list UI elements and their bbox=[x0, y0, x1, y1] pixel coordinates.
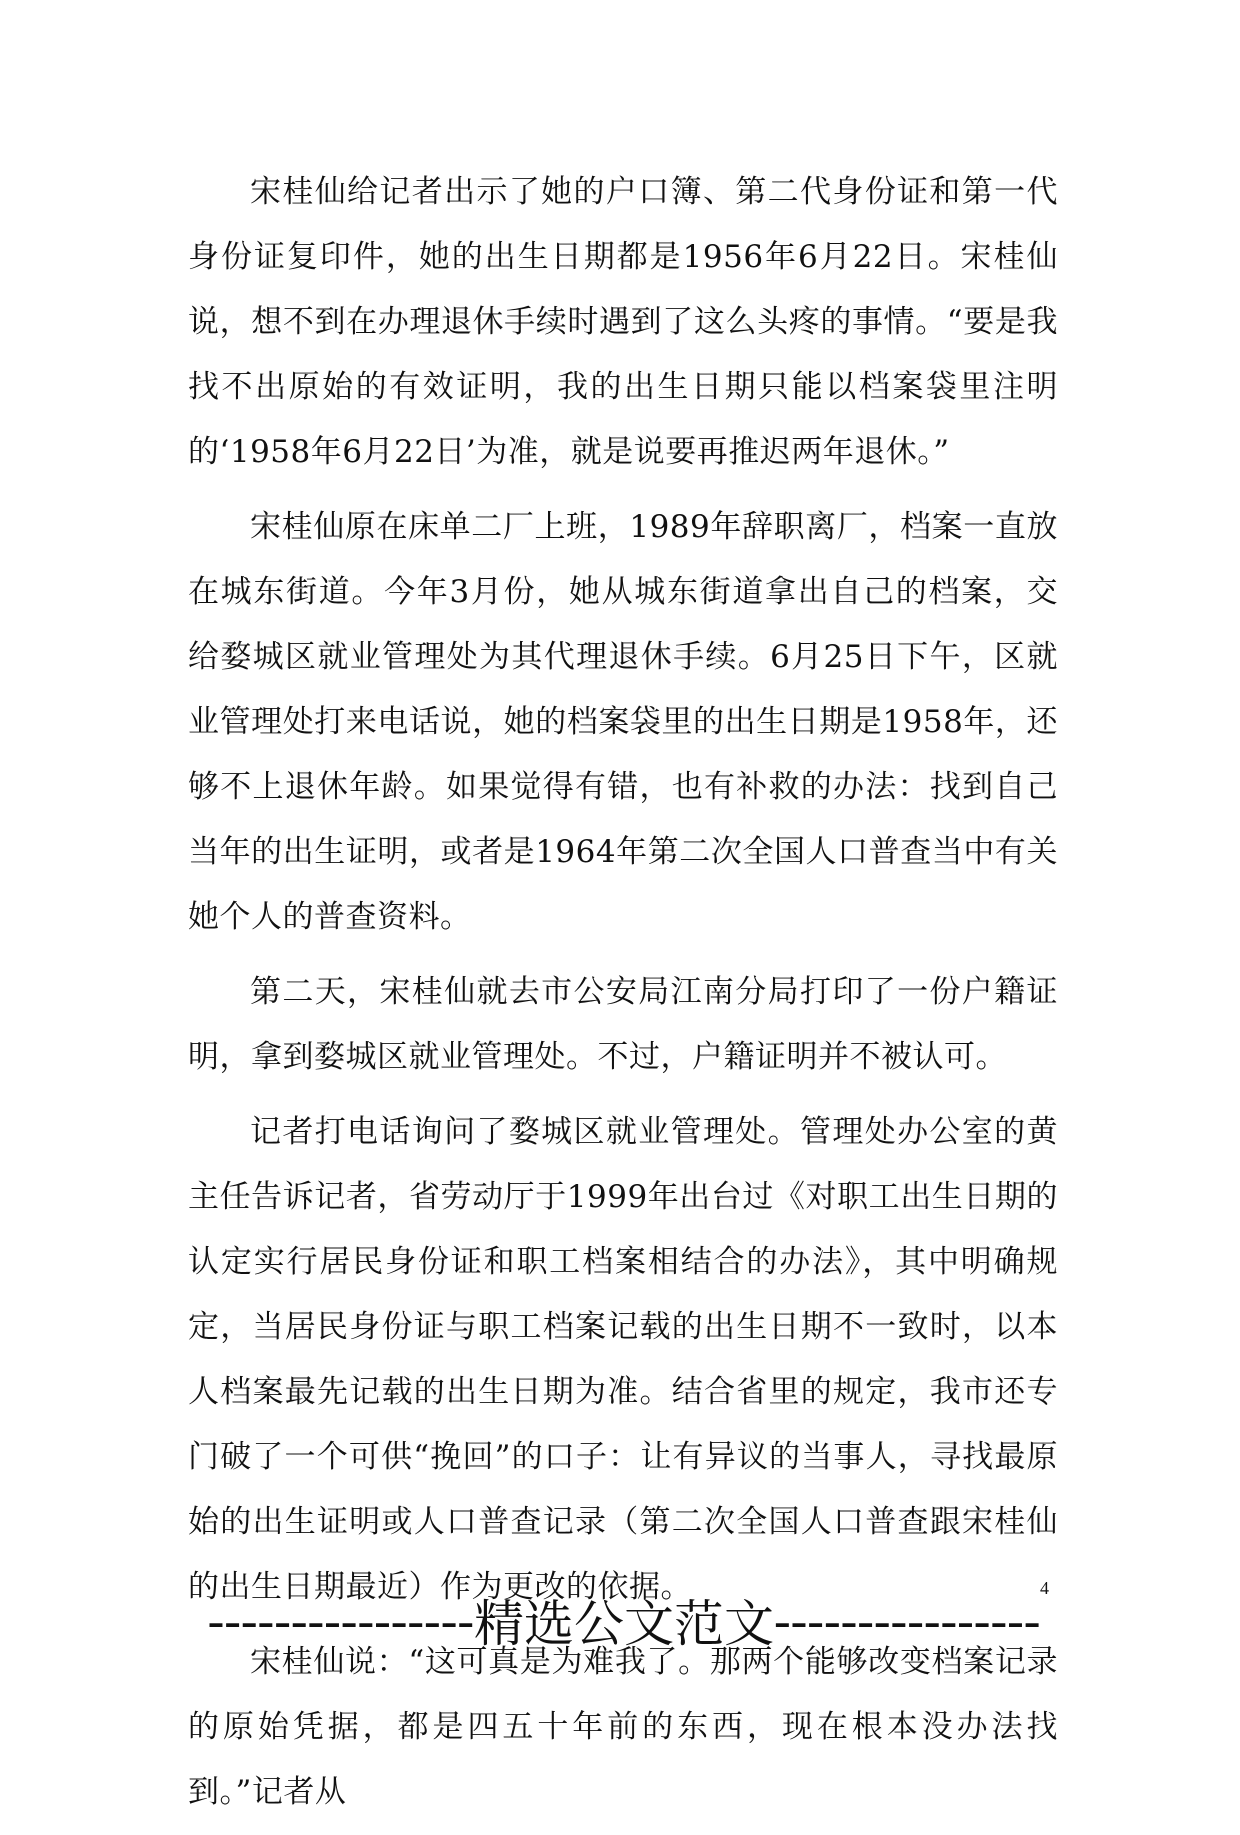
footer-banner bbox=[184, 1580, 1064, 1660]
paragraph-2: 宋桂仙原在床单二厂上班，1989年辞职离厂，档案一直放在城东街道。今年3月份，她从城东街道拿出自己的档案，交给婺城区就业管理处为其代理退休手续。6月25日下午，区就业管理处打来电话说，她的档案袋里的出生日期是1958年，还够不上退休年龄。如果觉得有错，也有补救的办法：找到自己当年的出生证明，或者是1964年第二次全国人口普查当中有关她个人的普查资料。 bbox=[188, 509, 1058, 935]
paragraph-5: 宋桂仙说：“这可真是为难我了。那两个能够改变档案记录的原始凭据，都是四五十年前的东西，现在根本没办法找到。”记者从 bbox=[188, 1644, 1058, 1810]
footer-dashes-left: ---------------- bbox=[207, 1592, 474, 1648]
paragraph-3: 第二天，宋桂仙就去市公安局江南分局打印了一份户籍证明，拿到婺城区就业管理处。不过，户籍证明并不被认可。 bbox=[188, 974, 1058, 1075]
footer-title: 精选公文范文 bbox=[474, 1595, 774, 1653]
page-number: 4 bbox=[1040, 1578, 1049, 1598]
footer-dashes-right: ---------------- bbox=[774, 1592, 1041, 1648]
paragraph-1: 宋桂仙给记者出示了她的户口簿、第二代身份证和第一代身份证复印件，她的出生日期都是1956年6月22日。宋桂仙说，想不到在办理退休手续时遇到了这么头疼的事情。“要是我找不出原始的有效证明，我的出生日期只能以档案袋里注明的‘1958年6月22日’为准，就是说要再推迟两年退休。” bbox=[188, 174, 1058, 470]
paragraph-4: 记者打电话询问了婺城区就业管理处。管理处办公室的黄主任告诉记者，省劳动厅于1999年出台过《对职工出生日期的认定实行居民身份证和职工档案相结合的办法》，其中明确规定，当居民身份证与职工档案记载的出生日期不一致时，以本人档案最先记载的出生日期为准。结合省里的规定，我市还专门破了一个可供“挽回”的口子：让有异议的当事人，寻找最原始的出生证明或人口普查记录（第二次全国人口普查跟宋桂仙的出生日期最近）作为更改的依据。 bbox=[188, 1114, 1058, 1605]
